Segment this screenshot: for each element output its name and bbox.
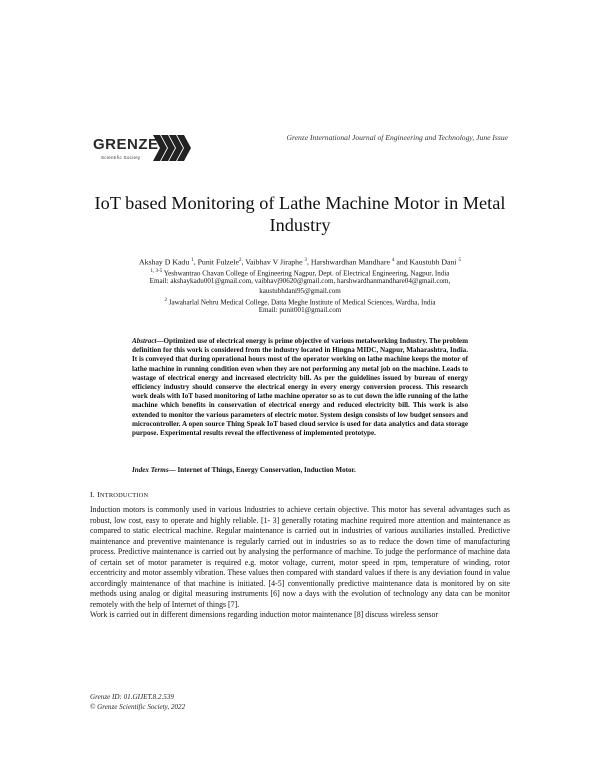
section-title-first: I [97, 490, 100, 499]
index-terms-lead: Index Terms [132, 466, 169, 474]
author-5: Kaustubh Dani [409, 257, 457, 267]
abstract [132, 337, 468, 438]
section-number: I. [90, 490, 98, 499]
paragraph-1: Induction motors is commonly used in various Industries to achieve certain objective. This motor has several advantages such as robust, low cost, easy to operate and highly reliable. [1- 3] generally rotating machine required more attention and maintenance as compared to static electrical machine. Regular maintenance is carried out in industries of various auxiliaries installed. Predictive maintenance and preventive maintenance is regularly carried out in industries so as to reduce the down time of manufacturing process. Predictive maintenance is carried out by analysing the performance of machine. To judge the performance of machine data of certain set of motor parameter is required e.g. motor voltage, current, motor speed in rpm, temperature of winding, rotor eccentricity and motor assembly vibration. These values then compared with standard values if there is any deviation found in value accordingly maintenance of that machine is initiated. [4-5] conventionally predictive maintenance data is monitored by on site methods using analog or digital measuring instruments [6] now a days with the evolution of technology any data can be monitor remotely with the help of Internet of things [7]. [90, 505, 510, 609]
logo-subtext: Scientific Society [101, 155, 141, 160]
copyright: © Grenze Scientific Society, 2022 [90, 703, 186, 711]
abstract-text: —Optimized use of electrical energy is prime objective of various metalworking Industry. The problem definition for this work is considered from the industry located in Hingna MIDC, Nagpur, Maharashtra, India. It is conveyed that during operational hours most of the operator working on lathe machine keeps the motor of lathe machine in running condition even when they are not performing any metal job on the machine. Leads to wastage of electrical energy and increased electricity bill. As per the guidelines issued by bureau of energy efficiency industry should conserve the electrical energy in every energy conversion process. This research work deals with IoT based monitoring of lathe machine operator so as to cut down the idle running of the lathe machine which benefits in conservation of electrical energy and reduced electricity bill. This work is also extended to monitor the various parameters of electric motor. System design consists of low budget sensors and microcontroller. A open source Thing Speak IoT based cloud service is used for data analytics and data storage purpose. Experimental results reveal the effectiveness of implemented prototype. [132, 337, 468, 438]
chevron-arrows-icon [153, 133, 191, 163]
author-4: Harshwardhan Mandhare [310, 257, 390, 267]
author-3-sup: 3 [304, 258, 307, 263]
logo-text: GRENZE [93, 136, 159, 153]
abstract-lead: Abstract [132, 337, 157, 345]
affiliation-1-sup: 1, 3-5 [150, 269, 163, 274]
affiliation-2-sup: 2 [164, 298, 167, 303]
affiliation-1-text: Yeshwantrao Chavan College of Engineering Nagpur, Dept. of Electrical Engineering, Nagpur, India [163, 269, 450, 278]
author-1: Akshay D Kadu [138, 257, 190, 267]
email-1-line-2: kaustubhdani95@gmail.com [259, 287, 341, 295]
paragraph-2: Work is carried out in different dimensions regarding induction motor maintenance [8] discuss wireless sensor [90, 610, 439, 620]
author-2-sup: 2 [238, 258, 242, 263]
email-1-line-1: Email: akshaykadu001@gmail.com, vaibhavj90620@gmail.com, harshwardhanmandhare04@gmail.com, [149, 277, 451, 285]
journal-name: Grenze International Journal of Engineering and Technology, June Issue [286, 133, 508, 142]
author-5-sup: 5 [458, 258, 461, 263]
title-line-2: Industry [269, 215, 331, 235]
email-2: Email: punit001@gmail.com [258, 306, 342, 314]
title-line-1: IoT based Monitoring of Lathe Machine Motor in Metal [94, 193, 506, 213]
section-title-rest: NTRODUCTION [99, 492, 149, 499]
index-terms [132, 466, 468, 474]
body-text [90, 505, 510, 621]
grenze-id: Grenze ID: 01.GIJET.8.2.539 [90, 693, 174, 701]
author-3: Vaibhav V Jiraphe [245, 257, 303, 267]
index-terms-text: — Internet of Things, Energy Conservation, Induction Motor. [168, 466, 356, 474]
affiliation-2-text: Jawaharlal Nehru Medical College, Datta Meghe Institute of Medical Sciences, Wardha, India [168, 298, 436, 307]
author-4-sup: 4 [391, 258, 395, 263]
author-2: Punit Fulzele [197, 257, 239, 267]
footer [90, 692, 185, 712]
author-list: Akshay D Kadu $^1$, Punit Fulzele$^2$, Vaibhav V Jiraphe $^3$, Harshwardhan Mandhare $^4$ and Kaustubh Dani $^5$ [138, 257, 461, 267]
author-1-sup: 1 [191, 258, 194, 263]
section-heading [90, 490, 148, 499]
paper-title [70, 192, 530, 236]
grenze-logo [93, 131, 191, 167]
